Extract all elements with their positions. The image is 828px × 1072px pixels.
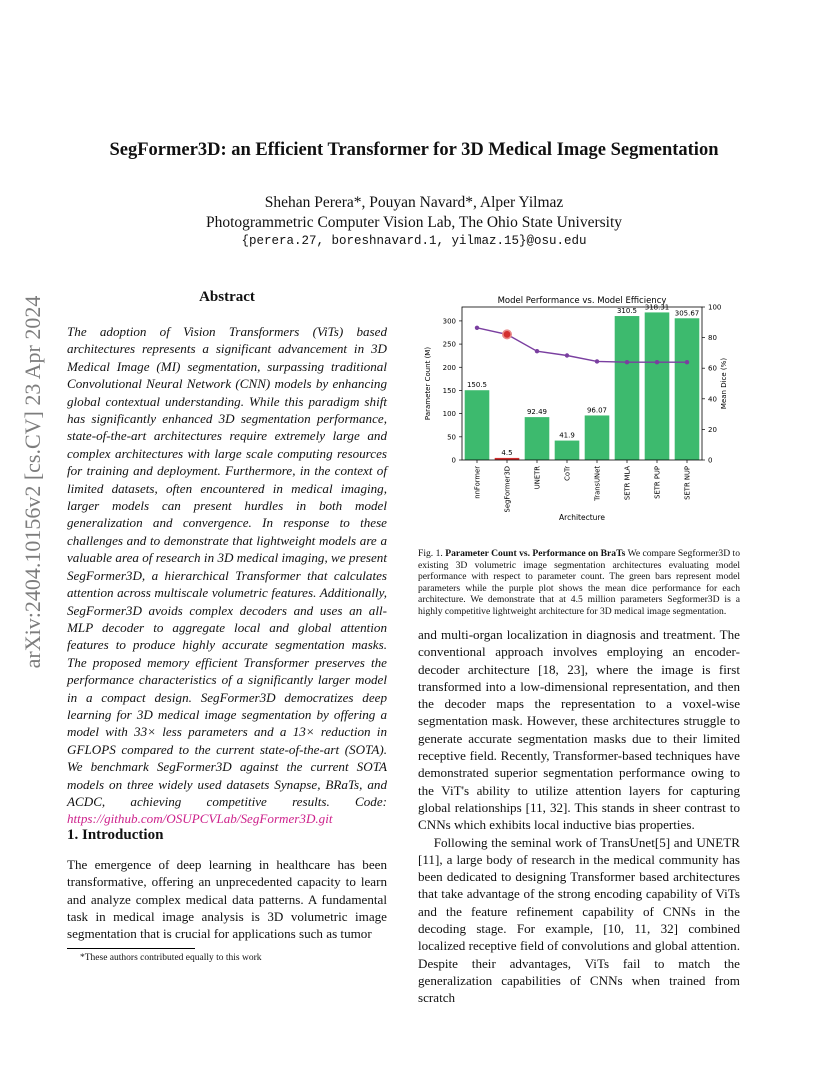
y2-tick-label: 20	[708, 425, 717, 434]
y2-axis-label: Mean Dice (%)	[720, 357, 728, 410]
footnote: *These authors contributed equally to this work	[80, 953, 262, 963]
bar	[585, 415, 610, 460]
paper-title: SegFormer3D: an Efficient Transformer for 3D Medical Image Segmentation	[109, 140, 719, 160]
x-axis-label: Architecture	[559, 513, 605, 522]
bar	[555, 441, 580, 460]
x-tick-label: SETR PUP	[653, 466, 662, 499]
y-tick-label: 50	[447, 433, 456, 442]
figure-caption	[418, 548, 740, 618]
arxiv-id-text: arXiv:2404.10156v2 [cs.CV] 23 Apr 2024	[20, 295, 45, 669]
chart-title: Model Performance vs. Model Efficiency	[497, 296, 667, 306]
intro-heading: 1. Introduction	[67, 827, 164, 843]
dice-point	[535, 349, 539, 353]
figure-chart	[415, 289, 745, 529]
x-tick-label: nnFormer	[473, 466, 482, 499]
y-tick-label: 200	[442, 363, 456, 372]
emails: {perera.27, boreshnavard.1, yilmaz.15}@osu.edu	[241, 234, 587, 248]
bar	[645, 312, 670, 460]
y-tick-label: 300	[442, 317, 456, 326]
paragraph: Following the seminal work of TransUnet[5] and UNETR [11], a large body of research in the medical community has been dedicated to designing Transformer based architectures that take advantage of the strong encoding capability of ViTs and the feature refinement capability of CNNs in the decoding stage. For example, [10, 11, 32] combined localized receptive field of convolutions and global attention. Despite their advantages, ViTs fail to match the generalization capabilities of CNNs when trained from scratch	[418, 834, 740, 1006]
bar	[525, 417, 550, 460]
bar	[615, 316, 640, 460]
dice-point	[565, 353, 569, 357]
dice-point	[595, 359, 599, 363]
y2-tick-label: 80	[708, 334, 717, 343]
x-tick-label: CoTr	[563, 466, 572, 481]
abstract-body	[67, 323, 387, 828]
bar-value-label: 310.5	[616, 307, 638, 316]
x-tick-label: UNETR	[533, 466, 542, 490]
y-tick-label: 100	[442, 410, 456, 419]
bar-value-label: 318.31	[644, 303, 670, 312]
bar	[675, 318, 700, 460]
y-tick-label: 250	[442, 340, 456, 349]
dice-point	[685, 360, 689, 364]
x-tick-label: SETR NUP	[683, 466, 692, 500]
y2-tick-label: 60	[708, 364, 717, 373]
code-link[interactable]: https://github.com/OSUPCVLab/SegFormer3D.git	[67, 811, 333, 827]
arxiv-stamp	[12, 287, 54, 677]
bar-value-label: 92.49	[526, 408, 548, 417]
caption-label: Fig. 1.	[418, 548, 443, 559]
y2-tick-label: 0	[708, 456, 713, 465]
y-axis-label: Parameter Count (M)	[424, 346, 432, 421]
caption-text: We compare Segformer3D to existing 3D volumetric image segmentation architectures evaluating model performance with respect to parameter count. The green bars represent model parameters while the purple plot shows the mean dice performance for each architecture. We demonstrate that at 4.5 million parameters Segformer3D is a highly competitive lightweight architecture for 3D medical image segmentation.	[418, 548, 741, 617]
x-tick-label: TransUNet	[593, 466, 602, 501]
bar-value-label: 41.9	[559, 431, 575, 440]
authors: Shehan Perera*, Pouyan Navard*, Alper Yilmaz	[264, 194, 564, 211]
footnote-rule	[67, 948, 195, 949]
caption-bold: Parameter Count vs. Performance on BraTs	[445, 548, 626, 559]
x-tick-label: SETR MLA	[623, 466, 632, 501]
y2-tick-label: 100	[708, 303, 722, 312]
dice-point	[625, 360, 629, 364]
y-tick-label: 0	[451, 456, 456, 465]
dice-point	[655, 360, 659, 364]
bar-value-label: 4.5	[501, 448, 513, 457]
y-tick-label: 150	[442, 386, 456, 395]
bar-value-label: 96.07	[586, 406, 608, 415]
bar-value-label: 305.67	[674, 309, 700, 318]
intro-body: The emergence of deep learning in healthcare has been transformative, offering an unprecedented capacity to learn and analyze complex medical data patterns. A fundamental task in medical image analysis is 3D volumetric image segmentation that is crucial for applications such as tumor	[67, 857, 387, 942]
dice-point-highlight	[503, 330, 511, 338]
affiliation: Photogrammetric Computer Vision Lab, The Ohio State University	[205, 214, 623, 231]
bar	[465, 390, 490, 460]
right-column	[418, 626, 740, 1007]
y2-tick-label: 40	[708, 395, 717, 404]
paragraph: and multi-organ localization in diagnosis and treatment. The conventional approach involves employing an encoder-decoder architecture [18, 23], where the image is first transformed into a low-dimensional representation, and then the decoder maps the representation to a voxel-wise segmentation mask. However, these architectures struggle to generate accurate segmentation masks due to their limited receptive field. Recently, Transformer-based techniques have demonstrated superior segmentation performance owing to the ViT's ability to utilize attention layers for capturing global relationships [11, 32]. This stands in sheer contrast to CNNs which exhibits local inductive bias properties.	[418, 627, 740, 833]
abstract-text: The adoption of Vision Transformers (ViTs) based architectures represents a significant advancement in 3D Medical Image (MI) segmentation, surpassing traditional Convolutional Neural Network (CNN) models by enhancing global contextual understanding. While this paradigm shift has significantly enhanced 3D segmentation performance, state-of-the-art architectures require extremely large and complex architectures with large scale computing resources for training and deployment. Furthermore, in the context of limited datasets, often encountered in medical imaging, larger models can present hurdles in both model generalization and convergence. In response to these challenges and to demonstrate that lightweight models are a valuable area of research in 3D medical imaging, we present SegFormer3D, a hierarchical Transformer that calculates attention across multiscale volumetric features. Additionally, SegFormer3D avoids complex decoders and uses an all-MLP decoder to aggregate local and global attention features to produce highly accurate segmentation masks. The proposed memory efficient Transformer preserves the performance characteristics of a significantly larger model in a compact design. SegFormer3D democratizes deep learning for 3D medical image segmentation by offering a model with 33× less parameters and a 13× reduction in GFLOPS compared to the current state-of-the-art (SOTA). We benchmark SegFormer3D against the current SOTA models on three widely used datasets Synapse, BRaTs, and ACDC, achieving competitive results. Code:	[67, 324, 387, 809]
dice-point	[475, 326, 479, 330]
abstract-heading: Abstract	[199, 289, 255, 305]
bar-value-label: 150.5	[466, 381, 488, 390]
x-tick-label: SegFormer3D	[503, 466, 512, 513]
